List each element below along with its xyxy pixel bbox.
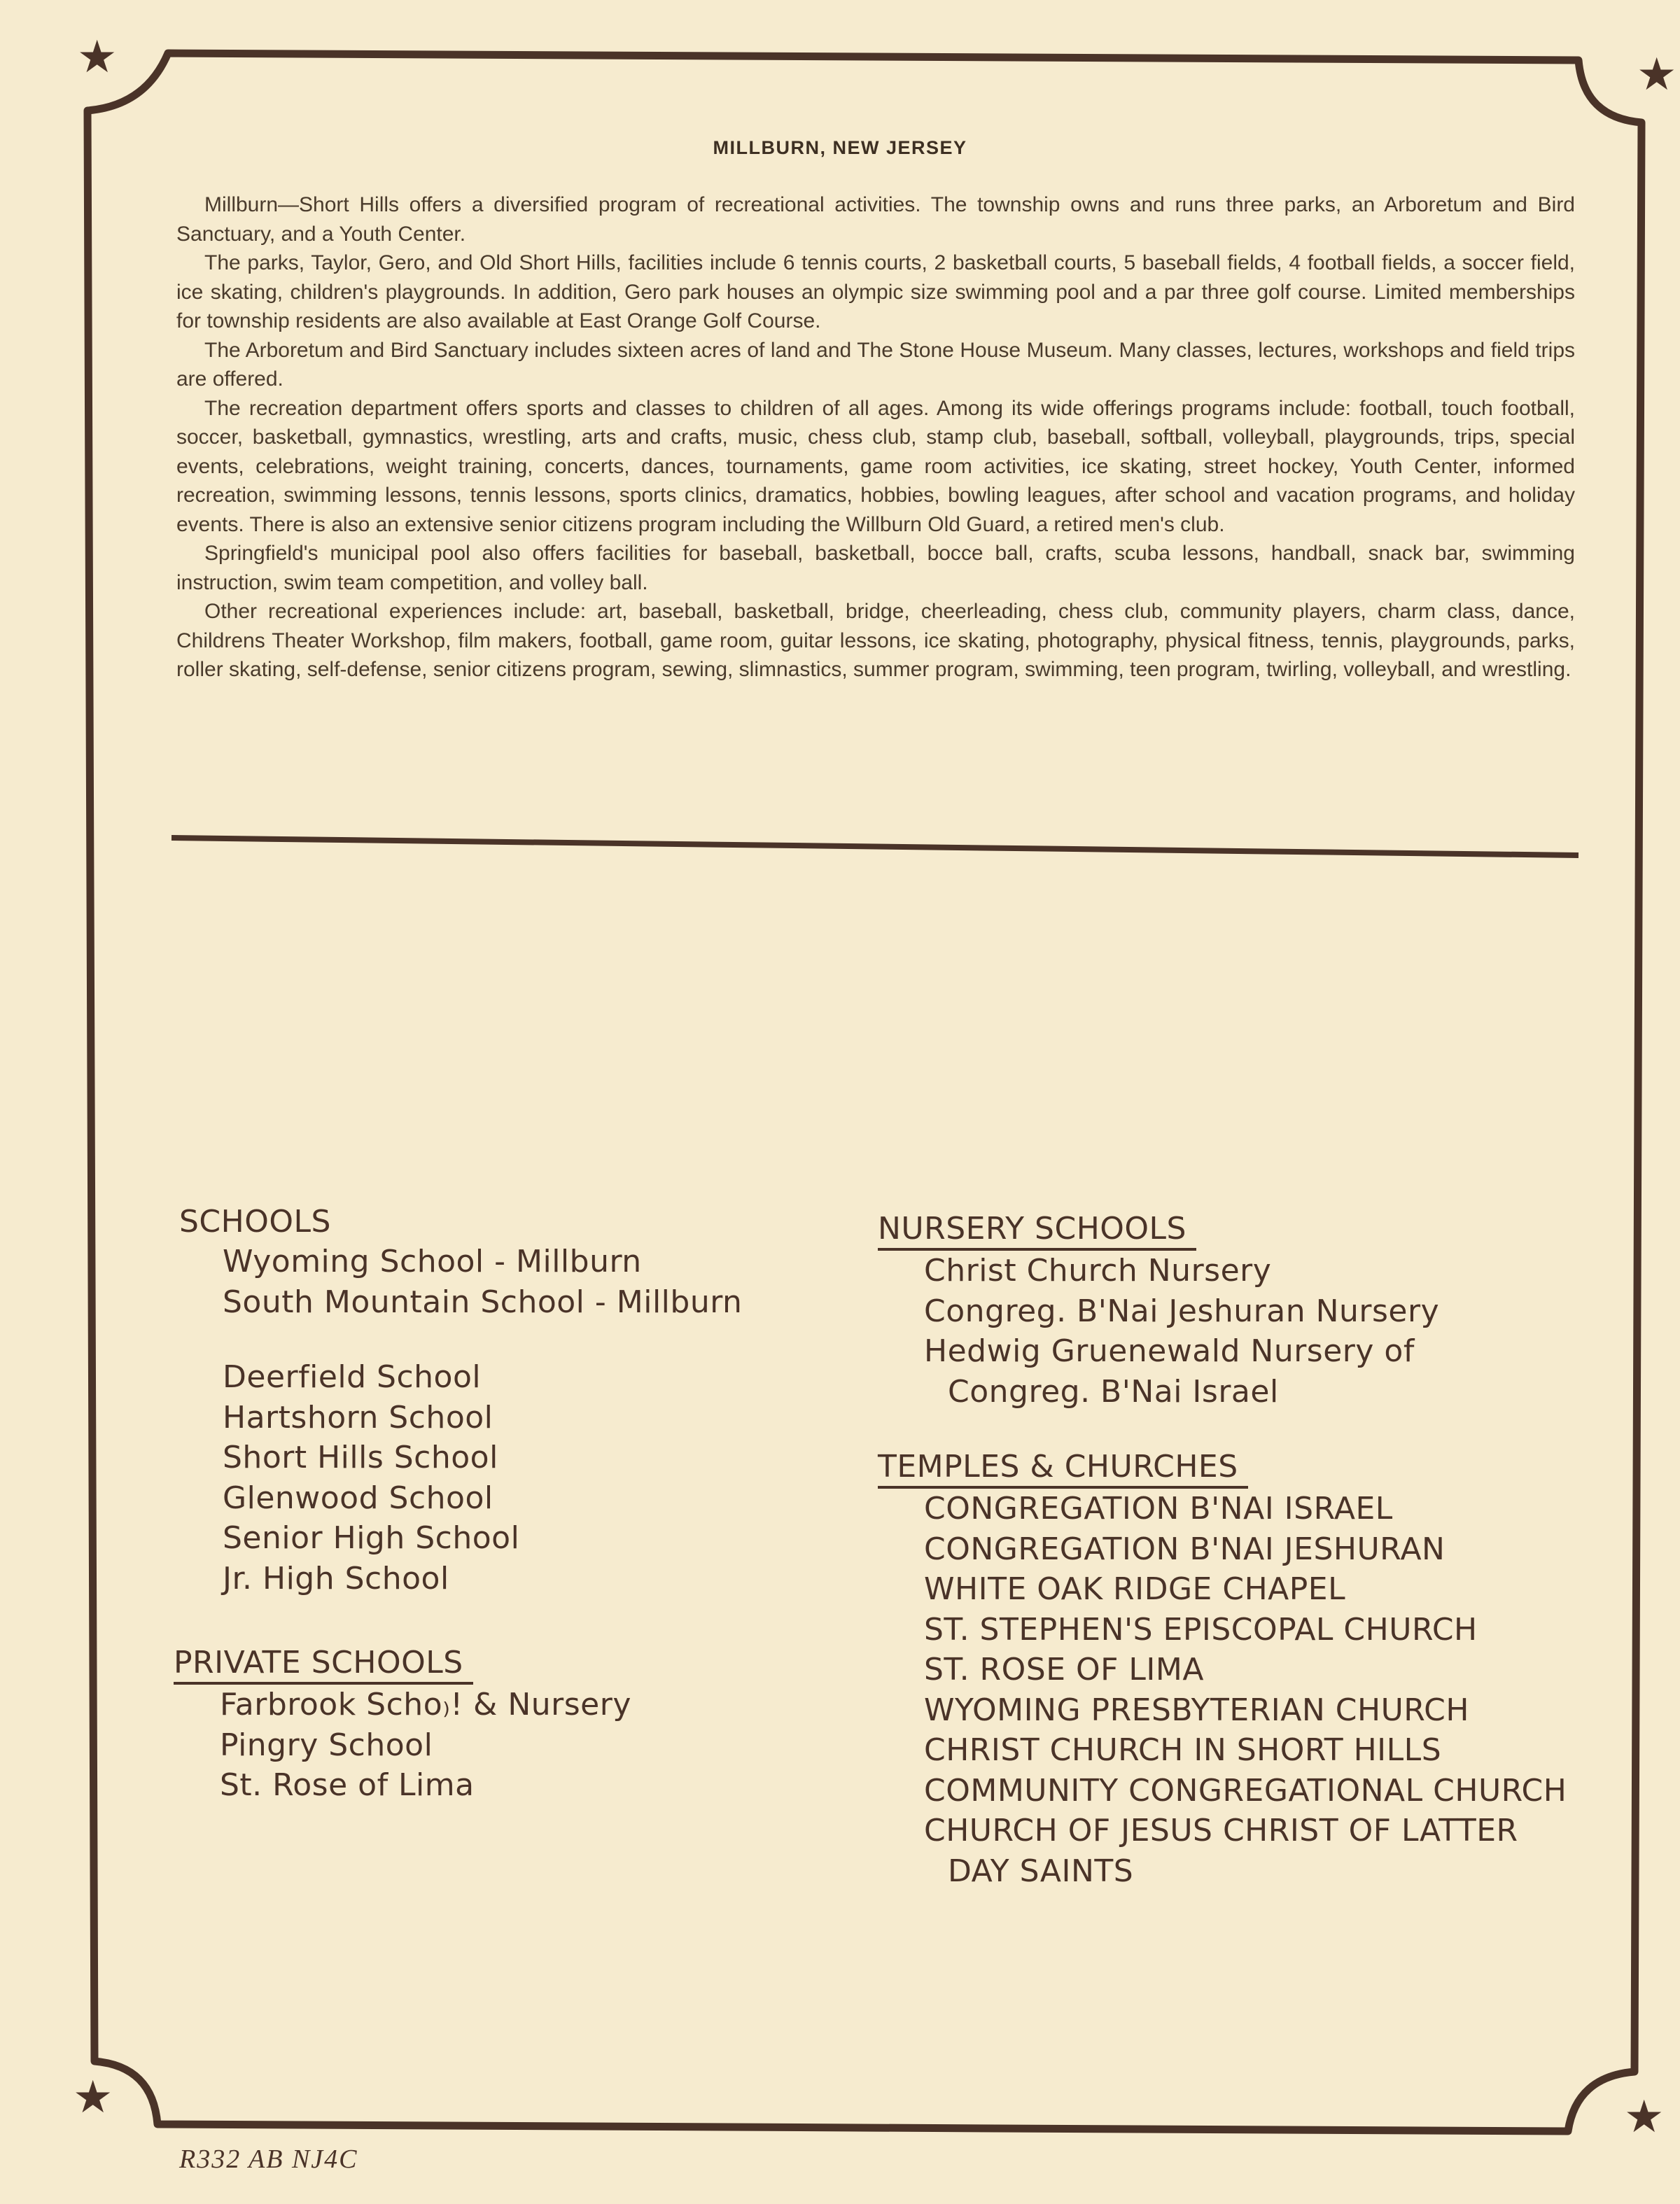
list-item: Senior High School xyxy=(223,1520,520,1556)
list-item: Hedwig Gruenewald Nursery of xyxy=(924,1333,1415,1369)
paragraph: Springfield's municipal pool also offers facilities for baseball, basketball, bocce ball, crafts, scuba lessons, handball, snack bar, swimming instruction, swim team competition, and volley ball. xyxy=(176,542,1575,594)
star-icon: ★ xyxy=(73,2072,113,2124)
list-item: Short Hills School xyxy=(223,1440,498,1475)
private-schools-heading: PRIVATE SCHOOLS xyxy=(174,1645,473,1685)
list-item: ST. STEPHEN'S EPISCOPAL CHURCH xyxy=(924,1611,1478,1648)
list-item: CHRIST CHURCH IN SHORT HILLS xyxy=(924,1732,1442,1768)
list-item: Farbrook Scho₎! & Nursery xyxy=(220,1687,631,1722)
list-item: ST. ROSE OF LIMA xyxy=(924,1652,1204,1687)
paragraph: Millburn—Short Hills offers a diversified program of recreational activities. The township owns and runs three parks, an Arboretum and Bird Sanctuary, and a Youth Center. xyxy=(176,193,1575,246)
list-item: Jr. High School xyxy=(223,1560,449,1596)
list-item: St. Rose of Lima xyxy=(220,1767,475,1803)
star-icon: ★ xyxy=(1637,49,1677,101)
private-schools-section xyxy=(174,1645,631,1806)
list-item: Deerfield School xyxy=(223,1359,482,1395)
list-item: CONGREGATION B'NAI ISRAEL xyxy=(924,1491,1393,1526)
list-item: Congreg. B'Nai Israel xyxy=(948,1373,1279,1410)
list-item: Wyoming School - Millburn xyxy=(223,1244,642,1279)
list-item: COMMUNITY CONGREGATIONAL CHURCH xyxy=(924,1772,1567,1809)
list-item: WYOMING PRESBYTERIAN CHURCH xyxy=(924,1692,1469,1728)
star-icon: ★ xyxy=(77,31,118,83)
schools-section xyxy=(179,1202,742,1599)
nursery-schools-heading: NURSERY SCHOOLS xyxy=(878,1211,1196,1251)
paragraph: Other recreational experiences include: art, baseball, basketball, bridge, cheerleading, chess club, community players, charm class, dance, Childrens Theater Workshop, film makers, football, game room, guitar lessons, ice skating, photography, physical fitness, tennis, playgrounds, parks, roller skating, self-defense, senior citizens program, sewing, slimnastics, summer program, swimming, teen program, twirling, volleyball, and wrestling. xyxy=(176,600,1575,681)
list-item: DAY SAINTS xyxy=(948,1853,1134,1889)
list-item: CONGREGATION B'NAI JESHURAN xyxy=(924,1531,1446,1567)
paragraph: The parks, Taylor, Gero, and Old Short Hills, facilities include 6 tennis courts, 2 basketball courts, 5 baseball fields, 4 football fields, a soccer field, ice skating, children's playgrounds. In addition, Gero park houses an olympic size swimming pool and a par three golf course. Limited memberships for township residents are also available at East Orange Golf Course. xyxy=(176,251,1575,332)
list-item: CHURCH OF JESUS CHRIST OF LATTER xyxy=(924,1813,1518,1848)
body-text xyxy=(176,190,1575,685)
list-item: Pingry School xyxy=(220,1727,433,1763)
page-title: MILLBURN, NEW JERSEY xyxy=(713,137,967,158)
nursery-schools-section xyxy=(878,1211,1439,1412)
schools-heading: SCHOOLS xyxy=(179,1204,331,1240)
list-item: South Mountain School - Millburn xyxy=(223,1284,743,1320)
list-item: Hartshorn School xyxy=(223,1399,493,1436)
list-item: Glenwood School xyxy=(223,1480,493,1516)
temples-churches-heading: TEMPLES & CHURCHES xyxy=(878,1449,1248,1489)
star-icon: ★ xyxy=(1624,2091,1665,2143)
paragraph: The Arboretum and Bird Sanctuary includes sixteen acres of land and The Stone House Museum. Many classes, lectures, workshops and field trips are offered. xyxy=(176,338,1575,391)
list-item: Congreg. B'Nai Jeshuran Nursery xyxy=(924,1293,1440,1329)
list-item: Christ Church Nursery xyxy=(924,1253,1272,1289)
temples-churches-section xyxy=(878,1449,1567,1891)
footer-code: R332 AB NJ4C xyxy=(179,2145,358,2174)
section-divider xyxy=(172,838,1578,855)
paragraph: The recreation department offers sports and classes to children of all ages. Among its wide offerings programs include: football, touch football, soccer, basketball, gymnastics, wrestling, arts and crafts, music, chess club, stamp club, baseball, softball, volleyball, playgrounds, trips, special events, celebrations, weight training, concerts, dances, tournaments, game room activities, ice skating, street hockey, Youth Center, informed recreation, swimming lessons, tennis lessons, sports clinics, dramatics, hobbies, bowling leagues, after school and vacation programs, and holiday events. There is also an extensive senior citizens program including the Willburn Old Guard, a retired men's club. xyxy=(176,396,1575,536)
list-item: WHITE OAK RIDGE CHAPEL xyxy=(924,1571,1346,1607)
